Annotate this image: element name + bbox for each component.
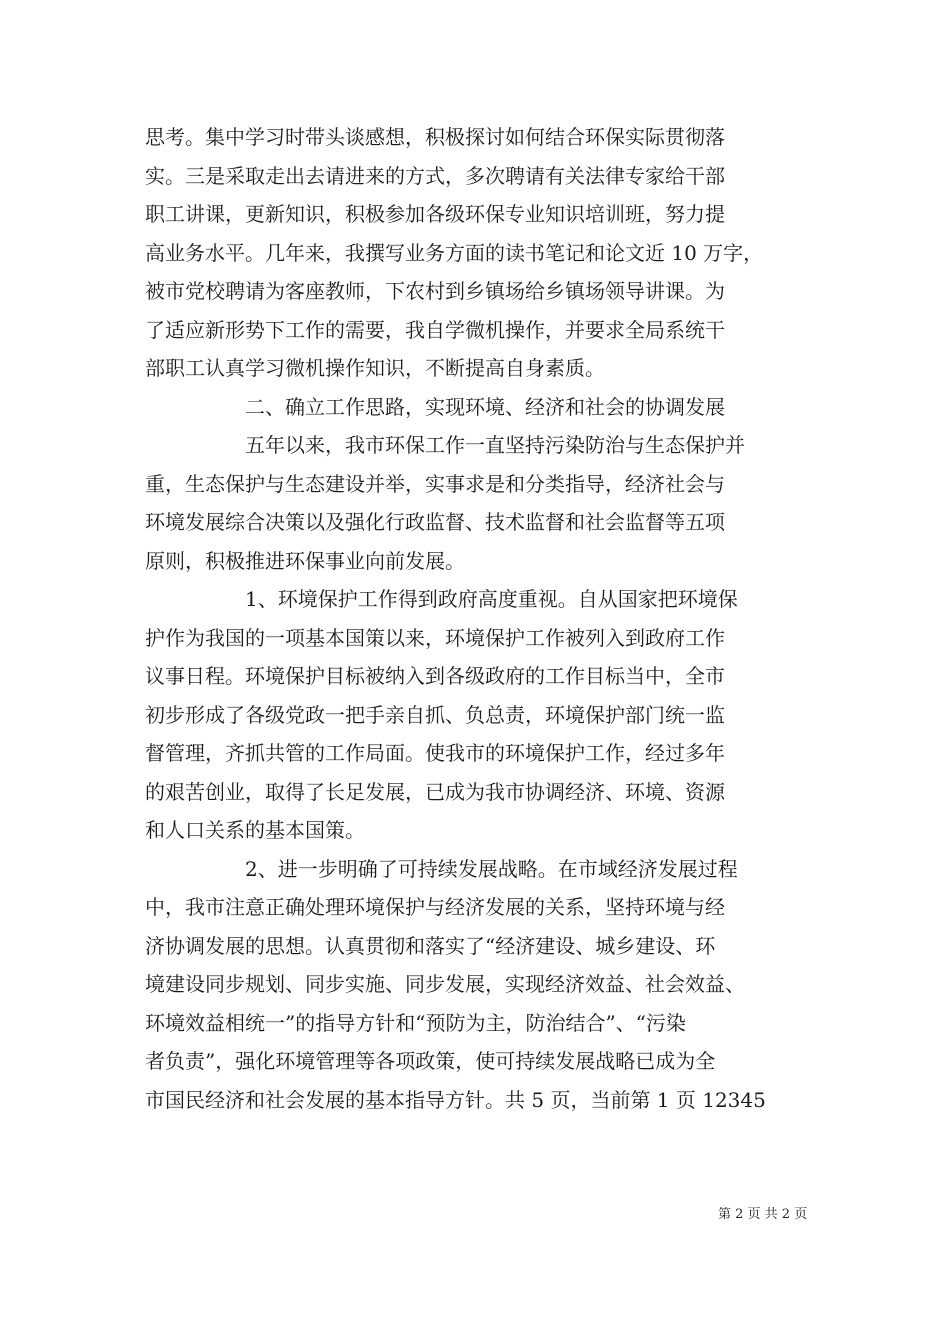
paragraph-start: 五年以来，我市环保工作一直坚持污染防治与生态保护并 [245, 433, 745, 457]
paragraph-start: 1、环境保护工作得到政府高度重视。自从国家把环境保 [245, 587, 738, 611]
page-number-footer: 第 2 页 共 2 页 [718, 1207, 808, 1222]
text-line: 中，我市注意正确处理环境保护与经济发展的关系，坚持环境与经 [145, 895, 725, 919]
text-line: 了适应新形势下工作的需要，我自学微机操作，并要求全局系统干 [145, 317, 725, 342]
text-line: 职工讲课，更新知识，积极参加各级环保专业知识培训班，努力提 [145, 202, 725, 226]
text-line: 督管理，齐抓共管的工作局面。使我市的环境保护工作，经过多年 [145, 741, 725, 765]
text-line: 环境效益相统一”的指导方针和“预防为主，防治结合”、“污染 [145, 1010, 686, 1035]
text-line: 的艰苦创业，取得了长足发展，已成为我市协调经济、环境、资源 [145, 779, 725, 804]
document-body [145, 118, 825, 1119]
text-line: 济协调发展的思想。认真贯彻和落实了“经济建设、城乡建设、环 [145, 933, 716, 958]
text-line: 初步形成了各级党政一把手亲自抓、负总责，环境保护部门统一监 [145, 702, 725, 727]
paragraph-start: 2、进一步明确了可持续发展战略。在市域经济发展过程 [245, 856, 738, 881]
section-heading: 二、确立工作思路，实现环境、经济和社会的协调发展 [245, 394, 725, 419]
text-line: 实。三是采取走出去请进来的方式，多次聘请有关法律专家给干部 [145, 163, 725, 188]
text-line: 部职工认真学习微机操作知识，不断提高自身素质。 [145, 356, 605, 380]
text-line: 重，生态保护与生态建设并举，实事求是和分类指导，经济社会与 [145, 471, 725, 496]
text-line: 思考。集中学习时带头谈感想，积极探讨如何结合环保实际贯彻落 [145, 125, 725, 149]
text-line: 被市党校聘请为客座教师，下农村到乡镇场给乡镇场领导讲课。为 [145, 279, 725, 303]
text-line: 高业务水平。几年来，我撰写业务方面的读书笔记和论文近 10 万字， [145, 240, 764, 265]
text-line: 议事日程。环境保护目标被纳入到各级政府的工作目标当中，全市 [145, 664, 725, 688]
text-line: 境建设同步规划、同步实施、同步发展，实现经济效益、社会效益、 [145, 972, 745, 996]
text-line: 市国民经济和社会发展的基本指导方针。共 5 页，当前第 1 页 12345 [145, 1087, 766, 1112]
text-line: 原则，积极推进环保事业向前发展。 [145, 548, 465, 573]
text-line: 者负责”，强化环境管理等各项政策，使可持续发展战略已成为全 [145, 1049, 716, 1073]
text-line: 护作为我国的一项基本国策以来，环境保护工作被列入到政府工作 [145, 625, 725, 650]
text-line: 和人口关系的基本国策。 [145, 818, 365, 842]
text-line: 环境发展综合决策以及强化行政监督、技术监督和社会监督等五项 [145, 510, 725, 534]
